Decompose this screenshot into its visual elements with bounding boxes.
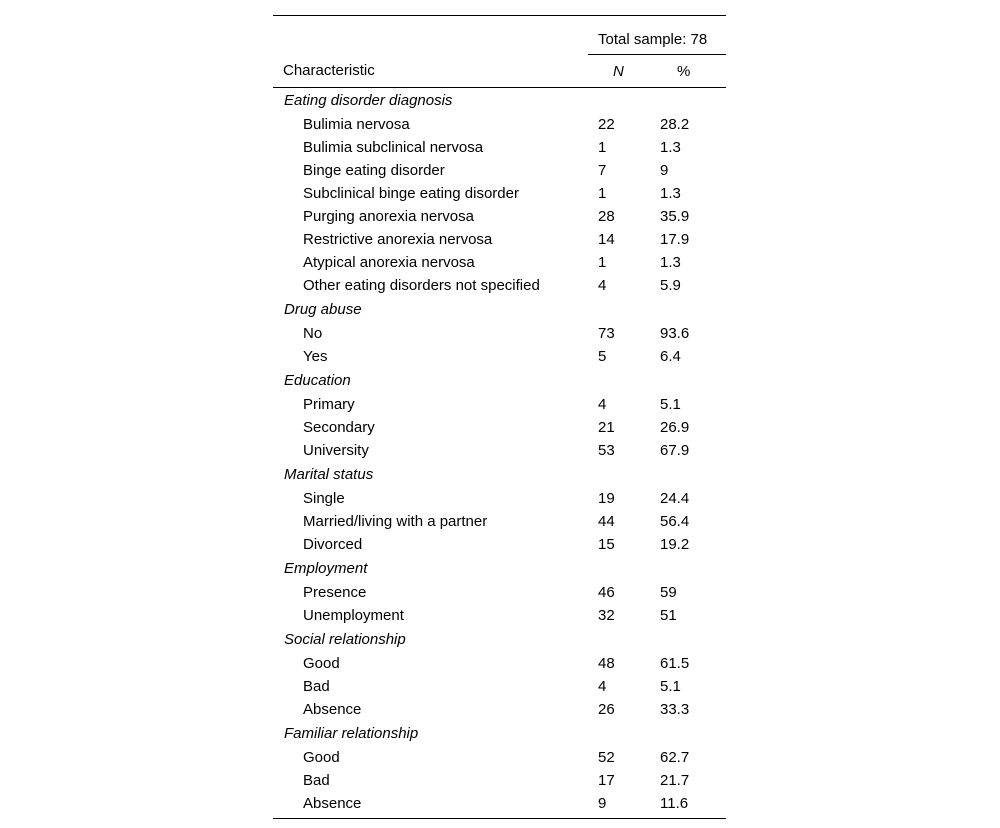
row-percent-value: 51 bbox=[660, 607, 677, 624]
table-row bbox=[273, 182, 726, 205]
row-label: Primary bbox=[303, 396, 355, 413]
row-percent-value: 26.9 bbox=[660, 419, 690, 436]
table-row bbox=[273, 136, 726, 159]
table-body bbox=[273, 88, 726, 819]
row-percent-value: 62.7 bbox=[660, 749, 690, 766]
table-row bbox=[273, 487, 726, 510]
row-n-value: 9 bbox=[588, 792, 650, 819]
table-row bbox=[273, 675, 726, 698]
row-label: Unemployment bbox=[303, 607, 404, 624]
group-row-familiar-relationship bbox=[273, 721, 726, 746]
row-label: Subclinical binge eating disorder bbox=[303, 185, 519, 202]
row-percent-value: 56.4 bbox=[660, 513, 690, 530]
row-label: Presence bbox=[303, 584, 367, 601]
table-row bbox=[273, 581, 726, 604]
row-percent-value: 1.3 bbox=[660, 185, 681, 202]
row-label: Bulimia nervosa bbox=[303, 116, 410, 133]
row-n-value: 44 bbox=[598, 513, 615, 530]
n-column-header: N bbox=[588, 55, 650, 88]
row-n-value: 4 bbox=[598, 277, 607, 294]
row-label: Absence bbox=[303, 701, 362, 718]
row-n-value: 52 bbox=[598, 749, 615, 766]
row-n-value: 1 bbox=[598, 254, 607, 271]
row-label: Other eating disorders not specified bbox=[303, 277, 540, 294]
group-row-marital-status bbox=[273, 462, 726, 487]
characteristics-table bbox=[273, 15, 726, 819]
row-n-value: 7 bbox=[598, 162, 607, 179]
group-title: Employment bbox=[284, 560, 368, 577]
row-n-value: 53 bbox=[598, 442, 615, 459]
table-row bbox=[273, 228, 726, 251]
row-label: Binge eating disorder bbox=[303, 162, 445, 179]
table-row bbox=[273, 792, 726, 819]
row-n-value: 26 bbox=[598, 701, 615, 718]
row-n-value: 15 bbox=[598, 536, 615, 553]
row-label: Divorced bbox=[303, 536, 363, 553]
table-header bbox=[273, 16, 726, 88]
group-row-drug-abuse bbox=[273, 297, 726, 322]
table-row bbox=[273, 251, 726, 274]
header-empty-cell bbox=[273, 16, 588, 55]
table-row bbox=[273, 393, 726, 416]
table-row bbox=[273, 113, 726, 136]
row-label: Bad bbox=[303, 772, 330, 789]
total-sample-header: Total sample: 78 bbox=[588, 16, 726, 55]
group-row-eating-disorder-diagnosis bbox=[273, 88, 726, 114]
row-label: Restrictive anorexia nervosa bbox=[303, 231, 493, 248]
row-percent-value: 6.4 bbox=[660, 348, 681, 365]
row-n-value: 14 bbox=[598, 231, 615, 248]
row-label: Absence bbox=[273, 792, 588, 819]
header-row-sample bbox=[273, 16, 726, 55]
row-label: Bulimia subclinical nervosa bbox=[303, 139, 484, 156]
table-row bbox=[273, 274, 726, 297]
row-n-value: 4 bbox=[598, 396, 607, 413]
group-title: Eating disorder diagnosis bbox=[284, 92, 453, 109]
table-row bbox=[273, 159, 726, 182]
row-label: Secondary bbox=[303, 419, 375, 436]
table-row bbox=[273, 652, 726, 675]
row-percent-value: 21.7 bbox=[660, 772, 690, 789]
table-row bbox=[273, 604, 726, 627]
row-percent-value: 59 bbox=[660, 584, 677, 601]
row-percent-value: 24.4 bbox=[660, 490, 690, 507]
row-n-value: 5 bbox=[598, 348, 607, 365]
group-title: Familiar relationship bbox=[284, 725, 419, 742]
row-percent-value: 5.9 bbox=[660, 277, 681, 294]
row-n-value: 46 bbox=[598, 584, 615, 601]
row-label: No bbox=[303, 325, 323, 342]
group-title: Drug abuse bbox=[284, 301, 362, 318]
row-percent-value: 17.9 bbox=[660, 231, 690, 248]
row-percent-value: 19.2 bbox=[660, 536, 690, 553]
row-n-value: 28 bbox=[598, 208, 615, 225]
row-label: Bad bbox=[303, 678, 330, 695]
group-title: Social relationship bbox=[284, 631, 406, 648]
row-n-value: 1 bbox=[598, 185, 607, 202]
table-row bbox=[273, 345, 726, 368]
row-percent-value: 35.9 bbox=[660, 208, 690, 225]
percent-column-header: % bbox=[650, 55, 726, 88]
row-label: Married/living with a partner bbox=[303, 513, 488, 530]
table-row bbox=[273, 439, 726, 462]
table-row bbox=[273, 416, 726, 439]
group-row-employment bbox=[273, 556, 726, 581]
row-percent-value: 28.2 bbox=[660, 116, 690, 133]
group-row-social-relationship bbox=[273, 627, 726, 652]
row-label: Atypical anorexia nervosa bbox=[303, 254, 475, 271]
row-percent-value: 61.5 bbox=[660, 655, 690, 672]
characteristic-column-header: Characteristic bbox=[273, 55, 588, 88]
row-label: University bbox=[303, 442, 369, 459]
characteristics-table-container bbox=[273, 15, 726, 819]
row-n-value: 48 bbox=[598, 655, 615, 672]
row-label: Yes bbox=[303, 348, 328, 365]
row-n-value: 73 bbox=[598, 325, 615, 342]
row-n-value: 32 bbox=[598, 607, 615, 624]
row-n-value: 17 bbox=[598, 772, 615, 789]
row-label: Good bbox=[303, 655, 340, 672]
table-row bbox=[273, 769, 726, 792]
group-title: Education bbox=[284, 372, 351, 389]
row-n-value: 19 bbox=[598, 490, 615, 507]
table-row bbox=[273, 698, 726, 721]
row-label: Purging anorexia nervosa bbox=[303, 208, 474, 225]
row-percent-value: 5.1 bbox=[660, 396, 681, 413]
row-percent-value: 9 bbox=[660, 162, 669, 179]
row-percent-value: 5.1 bbox=[660, 678, 681, 695]
row-percent-value: 67.9 bbox=[660, 442, 690, 459]
table-row bbox=[273, 322, 726, 345]
row-label: Good bbox=[303, 749, 340, 766]
header-row-columns bbox=[273, 55, 726, 88]
row-percent-value: 33.3 bbox=[660, 701, 690, 718]
row-label: Single bbox=[303, 490, 345, 507]
row-n-value: 22 bbox=[598, 116, 615, 133]
group-row-education bbox=[273, 368, 726, 393]
table-row bbox=[273, 510, 726, 533]
row-n-value: 4 bbox=[598, 678, 607, 695]
table-row bbox=[273, 533, 726, 556]
table-row bbox=[273, 205, 726, 228]
row-percent-value: 1.3 bbox=[660, 139, 681, 156]
row-percent-value: 11.6 bbox=[650, 792, 726, 819]
table-row bbox=[273, 746, 726, 769]
group-title: Marital status bbox=[284, 466, 374, 483]
row-percent-value: 1.3 bbox=[660, 254, 681, 271]
row-percent-value: 93.6 bbox=[660, 325, 690, 342]
row-n-value: 1 bbox=[598, 139, 607, 156]
row-n-value: 21 bbox=[598, 419, 615, 436]
